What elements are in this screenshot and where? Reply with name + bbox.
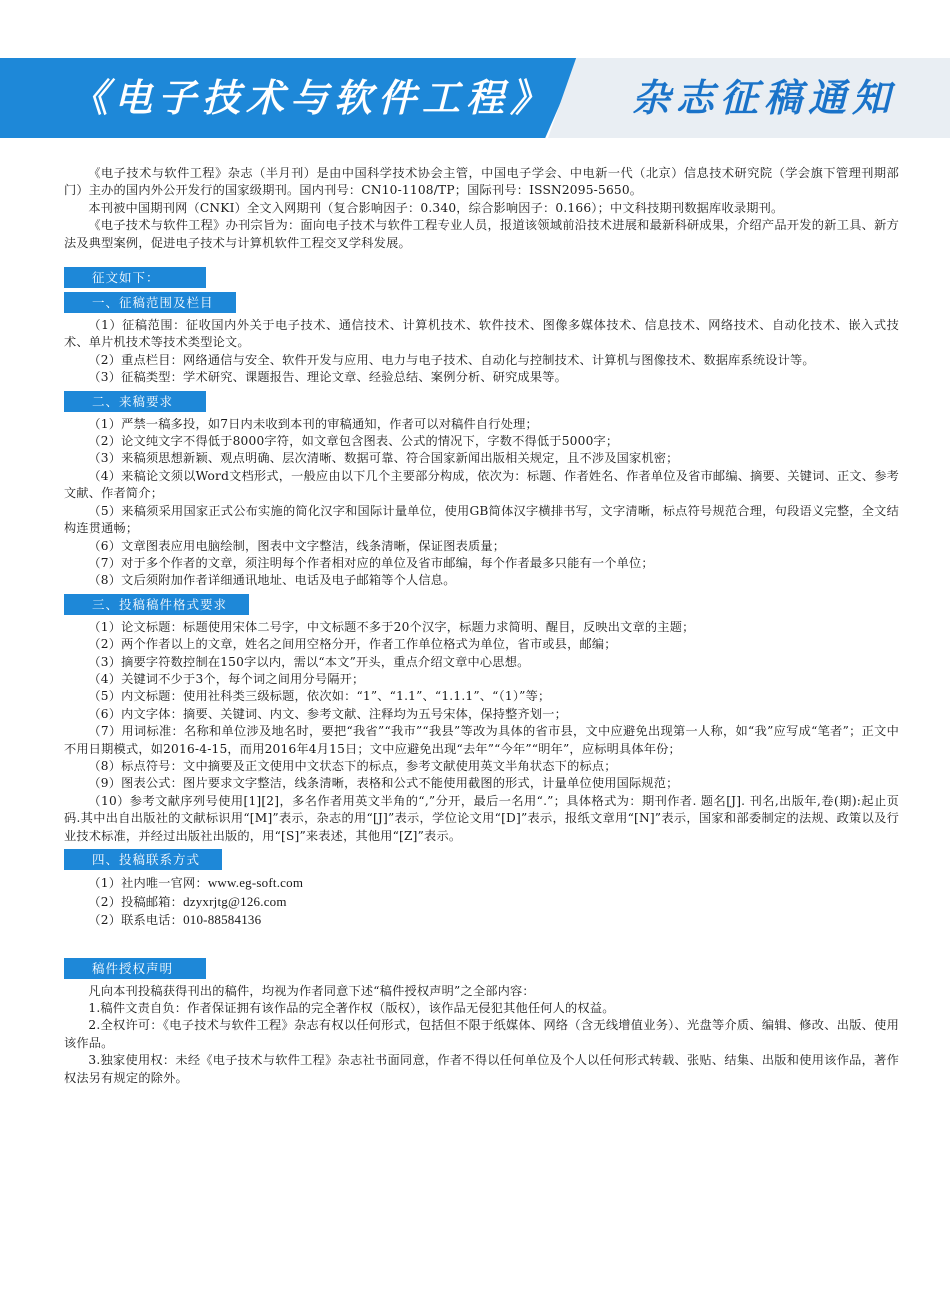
intro-paragraph: 《电子技术与软件工程》杂志（半月刊）是由中国科学技术协会主管，中国电子学会、中电新一代（北京）信息技术研究院（学会旗下管理刊期部门）主办的国内外公开发行的国家级期刊。国内刊号：CN10-1108/TP；国际刊号：ISSN2095-5650。	[64, 166, 899, 198]
list-item: （7）用词标准：名称和单位涉及地名时，要把“我省”“我市”“我县”等改为具体的省市县，文中应避免出现第一人称，如“我”应写成“笔者”；正文中不用日期模式，如2016-4-15，而用2016年4月15日；文中应避免出现“去年”“今年”“明年”，应标明具体年份；	[64, 724, 899, 756]
website-link[interactable]: www.eg-soft.com	[207, 875, 304, 890]
list-item: （4）来稿论文须以Word文档形式，一般应由以下几个主要部分构成，依次为：标题、作者姓名、作者单位及省市邮编、摘要、关键词、正文、参考文献、作者简介；	[64, 468, 899, 501]
section-contact	[64, 874, 899, 930]
section-header-requirements: 二、来稿要求	[64, 391, 206, 412]
intro-block	[64, 165, 899, 252]
license-header: 稿件授权声明	[64, 958, 206, 979]
notice-title: 杂志征稿通知	[632, 76, 897, 120]
list-item: （1）论文标题：标题使用宋体二号字，中文标题不多于20个汉字，标题力求简明、醒目，反映出文章的主题；	[88, 619, 695, 634]
license-item: 1.稿件文责自负：作者保证拥有该作品的完全著作权（版权），该作品无侵犯其他任何人的权益。	[88, 1000, 615, 1015]
list-item: （3）摘要字符数控制在150字以内，需以“本文”开头，重点介绍文章中心思想。	[88, 654, 530, 669]
banner	[0, 58, 950, 138]
contact-phone	[64, 911, 899, 930]
list-item: （6）文章图表应用电脑绘制，图表中文字整洁，线条清晰，保证图表质量；	[88, 538, 506, 553]
section-header-format: 三、投稿稿件格式要求	[64, 594, 249, 615]
list-item: （3）征稿类型：学术研究、课题报告、理论文章、经验总结、案例分析、研究成果等。	[88, 370, 568, 385]
list-item: （1）严禁一稿多投，如7日内未收到本刊的审稿通知，作者可以对稿件自行处理；	[88, 416, 538, 431]
list-item: （6）内文字体：摘要、关键词、内文、参考文献、注释均为五号宋体，保持整齐划一；	[88, 706, 568, 721]
intro-paragraph: 《电子技术与软件工程》办刊宗旨为：面向电子技术与软件工程专业人员，报道该领域前沿技术进展和最新科研成果，介绍产品开发的新工具、新方法及典型案例，促进电子技术与计算机软件工程交叉学科发展。	[64, 218, 899, 250]
list-item: （8）文后须附加作者详细通讯地址、电话及电子邮箱等个人信息。	[88, 573, 456, 588]
list-item: （7）对于多个作者的文章，须注明每个作者相对应的单位及省市邮编，每个作者最多只能有一个单位；	[88, 555, 654, 570]
list-item: （1）征稿范围：征收国内外关于电子技术、通信技术、计算机技术、软件技术、图像多媒体技术、信息技术、网络技术、自动化技术、嵌入式技术、单片机技术等技术类型论文。	[64, 318, 899, 350]
phone-number: 010-88584136	[183, 912, 262, 927]
section-header-scope: 一、征稿范围及栏目	[64, 292, 236, 313]
contact-email	[64, 893, 899, 912]
contact-label: （1）社内唯一官网：	[88, 876, 208, 890]
contact-label: （2）投稿邮箱：	[88, 894, 184, 909]
list-item: （8）标点符号：文中摘要及正文使用中文状态下的标点，参考文献使用英文半角状态下的标点；	[88, 758, 617, 773]
section-license	[64, 983, 899, 1087]
license-item: 2.全权许可：《电子技术与软件工程》杂志有权以任何形式，包括但不限于纸媒体、网络（含无线增值业务）、光盘等介质、编辑、修改、出版、使用该作品。	[64, 1018, 899, 1050]
list-item: （5）来稿须采用国家正式公布实施的简化汉字和国际计量单位，使用GB简体汉字横排书写，文字清晰，标点符号规范合理，句段语义完整，全文结构连贯通畅；	[64, 503, 899, 536]
section-requirements	[64, 416, 899, 590]
license-item: 3.独家使用权：未经《电子技术与软件工程》杂志社书面同意，作者不得以任何单位及个人以任何形式转载、张贴、结集、出版和使用该作品，著作权法另有规定的除外。	[64, 1053, 899, 1085]
list-item: （5）内文标题：使用社科类三级标题，依次如：“1”、“1.1”、“1.1.1”、“（1）”等；	[88, 689, 551, 704]
list-item: （9）图表公式：图片要求文字整洁，线条清晰，表格和公式不能使用截图的形式，计量单位使用国际规范；	[88, 776, 679, 791]
section-scope	[64, 317, 899, 387]
list-item: （2）重点栏目：网络通信与安全、软件开发与应用、电力与电子技术、自动化与控制技术、计算机与图像技术、数据库系统设计等。	[88, 352, 815, 367]
intro-paragraph: 本刊被中国期刊网（CNKI）全文入网期刊（复合影响因子：0.340，综合影响因子：0.166）；中文科技期刊数据库收录期刊。	[88, 200, 784, 215]
list-item: （4）关键词不少于3个，每个词之间用分号隔开；	[88, 671, 365, 686]
call-for-papers-header: 征文如下：	[64, 267, 206, 288]
contact-label: （2）联系电话：	[88, 913, 184, 927]
journal-title: 《电子技术与软件工程》	[70, 76, 555, 120]
list-item: （2）论文纯文字不得低于8000字符，如文章包含图表、公式的情况下，字数不得低于5000字；	[88, 434, 619, 449]
contact-website	[64, 874, 899, 893]
section-header-contact: 四、投稿联系方式	[64, 849, 222, 870]
list-item: （10）参考文献序列号使用[1][2]，多名作者用英文半角的“,”分开，最后一名用“.”；具体格式为：期刊作者. 题名[J]. 刊名,出版年,卷(期):起止页码.其中出自出版社的文献标识用“[M]”表示，杂志的用“[J]”表示，学位论文用“[D]”表示，报纸文章用“[N]”表示，国家和部委制定的法规、政策以及行业技术标准，并经过出版社出版的，用“[S]”来表述，其他用“[Z]”表示。	[64, 793, 899, 843]
section-format	[64, 619, 899, 845]
license-item: 凡向本刊投稿获得刊出的稿件，均视为作者同意下述“稿件授权声明”之全部内容：	[88, 983, 535, 998]
list-item: （2）两个作者以上的文章，姓名之间用空格分开，作者工作单位格式为单位，省市或县，邮编；	[88, 637, 617, 652]
main-content	[64, 165, 899, 1089]
list-item: （3）来稿须思想新颖、观点明确、层次清晰、数据可靠、符合国家新闻出版相关规定，且不涉及国家机密；	[88, 451, 679, 466]
email-link[interactable]: dzyxrjtg@126.com	[183, 893, 287, 909]
